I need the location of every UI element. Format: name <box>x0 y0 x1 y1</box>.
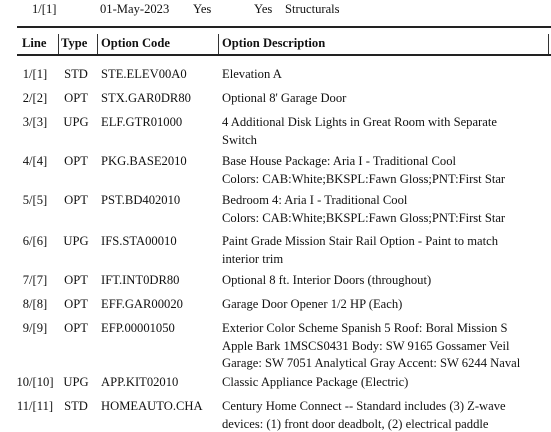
row-option-description <box>222 296 550 314</box>
row-line-number: 2/[2] <box>22 91 48 105</box>
row-type: OPT <box>64 273 88 287</box>
top-row-category: Structurals <box>285 2 340 16</box>
row-type: STD <box>64 67 88 81</box>
header-bottom-rule <box>17 54 551 56</box>
description-line: Classic Appliance Package (Electric) <box>222 375 409 389</box>
column-header-option-description: Option Description <box>222 36 326 50</box>
row-option-description <box>222 153 550 188</box>
description-line: Optional 8 ft. Interior Doors (throughout) <box>222 273 432 287</box>
row-type: OPT <box>64 193 88 207</box>
row-line-number: 1/[1] <box>22 67 48 81</box>
row-option-description <box>222 233 550 268</box>
row-option-description <box>222 114 550 149</box>
row-option-code: HOMEAUTO.CHA <box>101 399 203 413</box>
row-type: OPT <box>64 321 88 335</box>
description-line: Optional 8' Garage Door <box>222 91 347 105</box>
row-type: OPT <box>64 91 88 105</box>
description-line: 4 Additional Disk Lights in Great Room with Separate <box>222 115 497 129</box>
row-line-number: 4/[4] <box>22 154 48 168</box>
row-type: STD <box>64 399 88 413</box>
column-divider <box>58 34 59 54</box>
row-type: OPT <box>64 154 88 168</box>
description-line: Garage Door Opener 1/2 HP (Each) <box>222 297 403 311</box>
row-line-number: 7/[7] <box>22 273 48 287</box>
description-line: Switch <box>222 132 257 147</box>
row-option-code: IFT.INT0DR80 <box>101 273 180 287</box>
row-option-description <box>222 66 550 84</box>
row-type: UPG <box>63 115 89 129</box>
column-divider <box>97 34 98 54</box>
row-type: UPG <box>63 375 89 389</box>
top-row-date: 01-May-2023 <box>100 2 170 16</box>
description-line: interior trim <box>222 251 284 266</box>
row-option-code: PKG.BASE2010 <box>101 154 187 168</box>
row-line-number: 10/[10] <box>16 375 54 389</box>
row-line-number: 3/[3] <box>22 115 48 129</box>
description-line: Colors: CAB:White;BKSPL:Fawn Gloss;PNT:First Star <box>222 171 506 186</box>
column-header-option-code: Option Code <box>101 36 170 50</box>
description-line: devices: (1) front door deadbolt, (2) electrical paddle <box>222 416 489 431</box>
row-option-code: EFP.00001050 <box>101 321 175 335</box>
row-option-code: STX.GAR0DR80 <box>101 91 191 105</box>
description-line: Garage: SW 7051 Analytical Gray Accent: SW 6244 Naval <box>222 356 521 370</box>
row-type: UPG <box>63 234 89 248</box>
top-row-line: 1/[1] <box>32 2 57 16</box>
row-line-number: 11/[11] <box>16 399 54 413</box>
row-option-description <box>222 320 550 373</box>
top-row-flag-1: Yes <box>193 2 212 16</box>
row-line-number: 9/[9] <box>22 321 48 335</box>
row-line-number: 8/[8] <box>22 297 48 311</box>
row-option-description <box>222 192 550 227</box>
column-divider <box>218 34 219 54</box>
description-line: Century Home Connect -- Standard includes (3) Z-wave <box>222 399 506 413</box>
header-top-rule <box>17 26 551 28</box>
top-row-flag-2: Yes <box>254 2 273 16</box>
row-line-number: 5/[5] <box>22 193 48 207</box>
row-option-code: APP.KIT02010 <box>101 375 179 389</box>
row-option-code: STE.ELEV00A0 <box>101 67 187 81</box>
column-header-type: Type <box>61 36 88 50</box>
previous-row-fragment <box>0 2 551 20</box>
row-line-number: 6/[6] <box>22 234 48 248</box>
description-line: Exterior Color Scheme Spanish 5 Roof: Boral Mission S <box>222 321 508 335</box>
row-option-code: ELF.GTR01000 <box>101 115 183 129</box>
description-line: Colors: CAB:White;BKSPL:Fawn Gloss;PNT:First Star <box>222 210 506 225</box>
column-divider <box>548 34 549 54</box>
description-line: Paint Grade Mission Stair Rail Option - Paint to match <box>222 234 498 248</box>
row-option-code: EFF.GAR00020 <box>101 297 183 311</box>
row-option-description <box>222 272 550 290</box>
row-option-code: IFS.STA00010 <box>101 234 177 248</box>
row-type: OPT <box>64 297 88 311</box>
column-header-line: Line <box>22 36 47 50</box>
row-option-description <box>222 374 550 392</box>
description-line: Base House Package: Aria I - Traditional Cool <box>222 154 456 168</box>
row-option-description <box>222 90 550 108</box>
description-line: Apple Bark 1MSCS0431 Body: SW 9165 Gossamer Veil <box>222 338 510 353</box>
description-line: Bedroom 4: Aria I - Traditional Cool <box>222 193 408 207</box>
row-option-code: PST.BD402010 <box>101 193 181 207</box>
row-option-description <box>222 398 550 432</box>
description-line: Elevation A <box>222 67 282 81</box>
